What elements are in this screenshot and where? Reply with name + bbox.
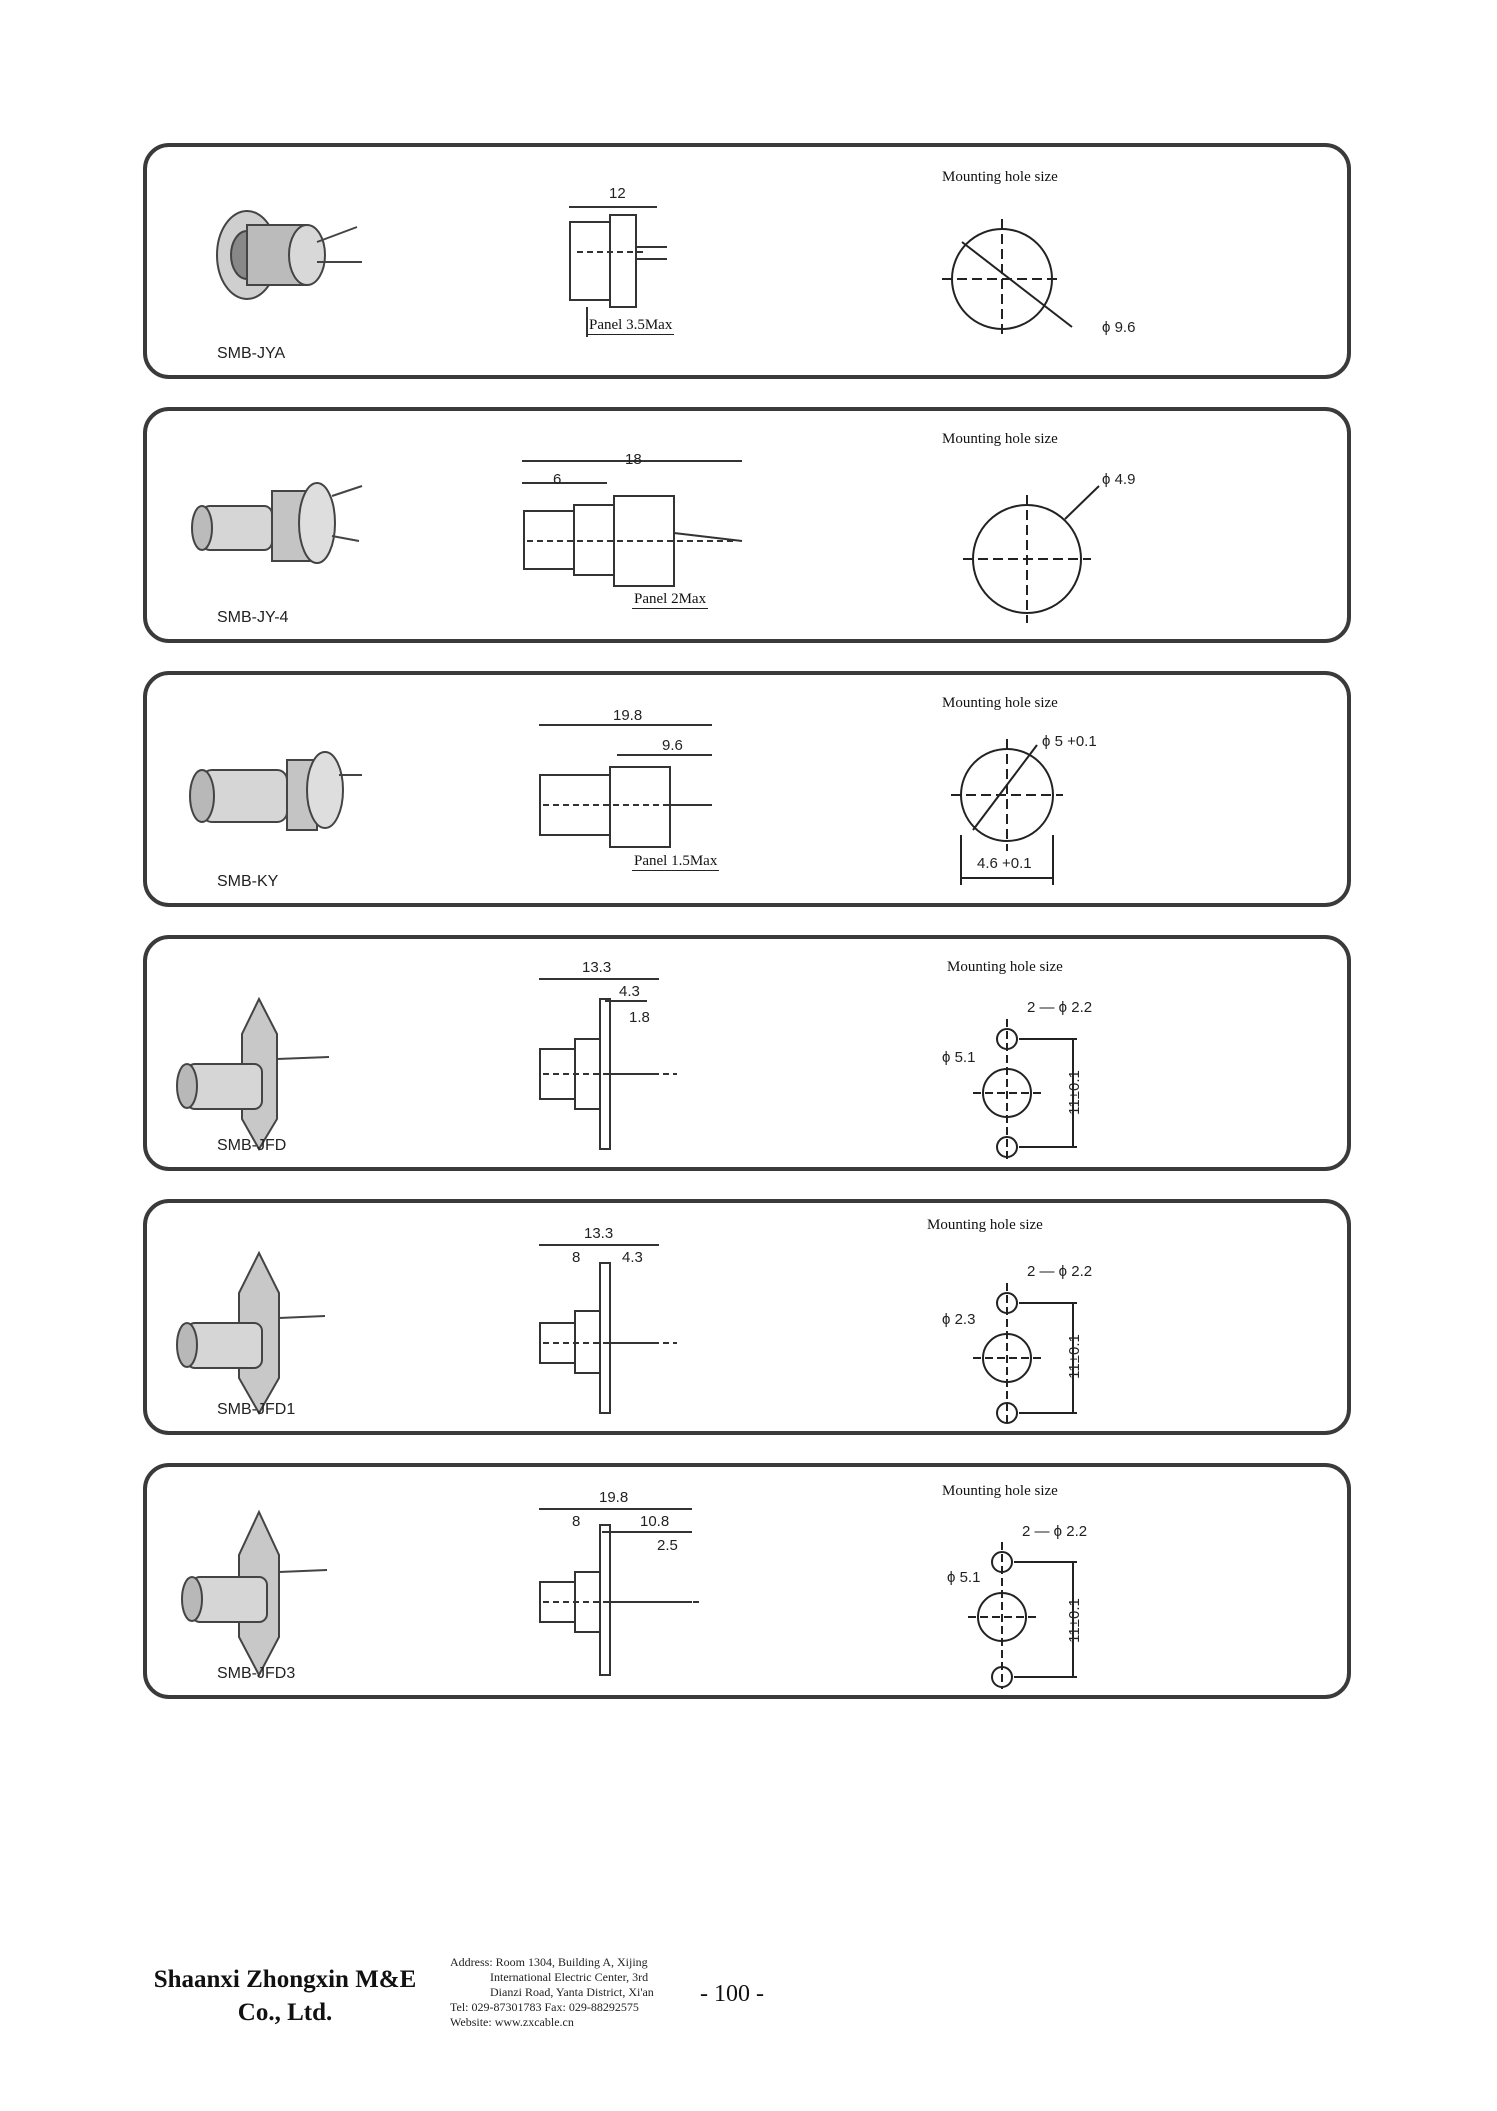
hole-count-label: 2 — ϕ 2.2 [1022,1523,1088,1540]
connector-photo [192,483,362,563]
hole-diameter-label: ϕ 2.3 [942,1311,976,1328]
product-drawing [147,147,1347,375]
dimension-label: 2.5 [657,1537,678,1554]
dimension-label: 10.8 [640,1513,670,1530]
dimension-label: 4.3 [619,983,640,1000]
contact-block [450,1955,690,2030]
address-line: International Electric Center, 3rd [490,1970,649,1984]
connector-photo [217,211,362,299]
dimension-label: 12 [609,185,626,202]
page-footer [0,1955,1497,2035]
dimension-label: 19.8 [599,1489,629,1506]
mounting-hole-drawing [973,1283,1077,1425]
product-panel-smb-jya [143,143,1351,379]
mounting-hole-label: Mounting hole size [947,959,1063,975]
side-view-drawing [539,725,712,847]
hole-spacing-label: 11±0.1 [1065,1334,1083,1379]
connector-photo [190,752,362,830]
hole-diameter-label: ϕ 9.6 [1102,319,1136,336]
product-panel-smb-jy-4 [143,407,1351,643]
connector-photo [177,1253,325,1413]
model-label: SMB-JFD1 [217,1401,296,1418]
dimension-label: 13.3 [584,1225,614,1242]
product-drawing [147,939,1347,1167]
hole-count-label: 2 — ϕ 2.2 [1027,999,1093,1016]
connector-photo [177,999,329,1149]
product-panel-smb-ky [143,671,1351,907]
mounting-hole-label: Mounting hole size [927,1217,1043,1233]
product-drawing [147,1203,1347,1431]
model-label: SMB-JY-4 [217,609,289,626]
model-label: SMB-JFD3 [217,1665,296,1682]
product-drawing [147,1467,1347,1695]
mounting-hole-label: Mounting hole size [942,695,1058,711]
dimension-label: 6 [553,471,562,488]
company-name-line: Co., Ltd. [237,1999,333,2026]
connector-photo [182,1512,327,1675]
product-drawing [147,411,1347,639]
panel-note: Panel 2Max [634,591,707,607]
page-number: - 100 - [700,1981,764,2007]
product-drawing [147,675,1347,903]
mounting-hole-drawing [968,1542,1077,1689]
hole-spacing-label: 11±0.1 [1065,1070,1083,1115]
product-panel-smb-jfd3 [143,1463,1351,1699]
dimension-label: 4.3 [622,1249,643,1266]
address-line: Dianzi Road, Yanta District, Xi'an [490,1985,654,1999]
dimension-label: 8 [572,1513,581,1530]
hole-diameter-label: ϕ 4.9 [1102,471,1136,488]
dimension-label: 1.8 [629,1009,650,1026]
model-label: SMB-JYA [217,345,286,362]
model-label: SMB-JFD [217,1137,287,1154]
company-name [145,1963,425,2029]
dimension-label: 18 [625,451,642,468]
hole-diameter-label: ϕ 5.1 [942,1049,976,1066]
hole-diameter-label: ϕ 5.1 [947,1569,981,1586]
panel-note: Panel 3.5Max [589,317,673,333]
hole-diameter-label: ϕ 5 +0.1 [1042,733,1097,750]
company-name-line: Shaanxi Zhongxin M&E [153,1966,417,1993]
side-view-drawing [539,979,677,1149]
mounting-hole-label: Mounting hole size [942,1483,1058,1499]
mounting-hole-drawing [942,219,1072,339]
mounting-hole-drawing [963,486,1099,623]
hole-width-label: 4.6 +0.1 [977,855,1032,872]
phone-fax-line: Tel: 029-87301783 Fax: 029-88292575 [450,2000,639,2014]
mounting-hole-label: Mounting hole size [942,431,1058,447]
side-view-drawing [539,1509,699,1675]
dimension-label: 9.6 [662,737,683,754]
side-view-drawing [539,1245,677,1413]
hole-spacing-label: 11±0.1 [1065,1598,1083,1643]
website-line: Website: www.zxcable.cn [450,2015,574,2029]
panel-note: Panel 1.5Max [634,853,718,869]
dimension-label: 19.8 [613,707,643,724]
mounting-hole-label: Mounting hole size [942,169,1058,185]
address-line: Address: Room 1304, Building A, Xijing [450,1955,648,1969]
mounting-hole-drawing [973,1019,1077,1159]
product-panel-smb-jfd [143,935,1351,1171]
product-panel-smb-jfd1 [143,1199,1351,1435]
hole-count-label: 2 — ϕ 2.2 [1027,1263,1093,1280]
model-label: SMB-KY [217,873,279,890]
dimension-label: 8 [572,1249,581,1266]
dimension-label: 13.3 [582,959,612,976]
